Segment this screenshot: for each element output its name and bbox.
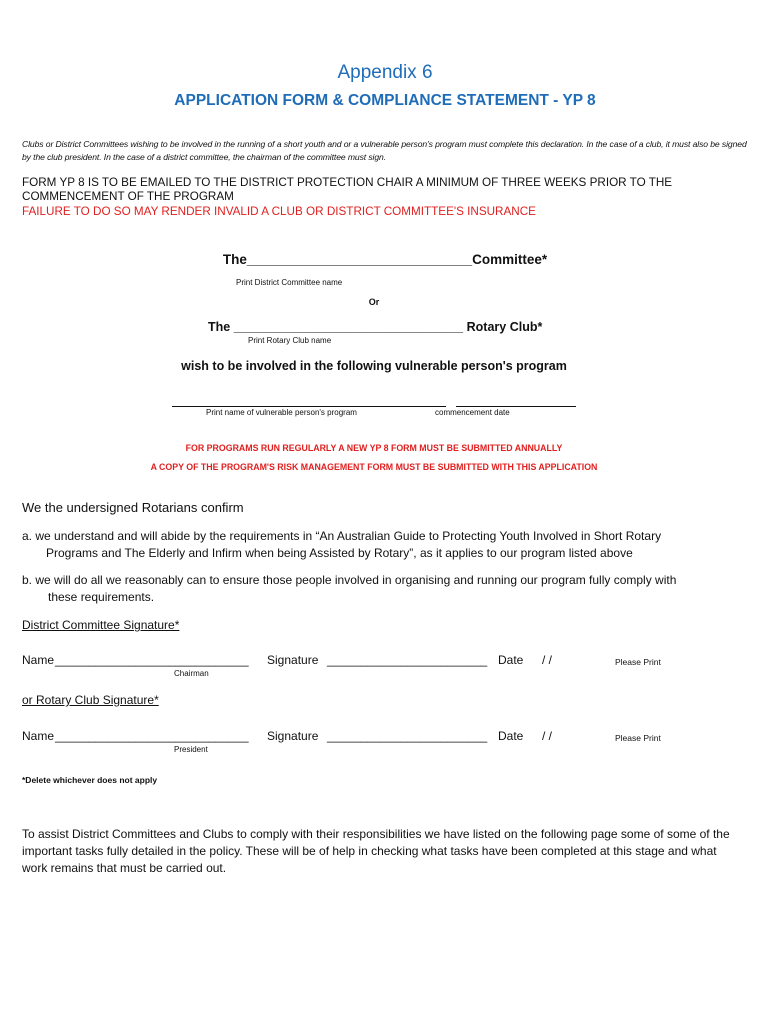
committee-line — [0, 252, 770, 267]
club-line — [208, 320, 542, 334]
list-item — [22, 528, 757, 562]
committee-name-field[interactable]: ______________________________ — [246, 252, 473, 267]
committee-prefix: The — [222, 252, 247, 267]
annual-notice: FOR PROGRAMS RUN REGULARLY A NEW YP 8 FORM MUST BE SUBMITTED ANNUALLY — [185, 443, 563, 453]
email-notice: FORM YP 8 IS TO BE EMAILED TO THE DISTRICT PROTECTION CHAIR A MINIMUM OF THREE WEEKS PRIOR TO THE COMMENCEMENT OF THE PROGRAM — [22, 176, 673, 203]
club-role-caption: President — [174, 745, 208, 754]
committee-caption: Print District Committee name — [236, 278, 343, 287]
district-signature-label: Signature — [267, 653, 319, 667]
club-date-label: Date — [498, 729, 524, 743]
committee-suffix: Committee* — [472, 252, 548, 267]
commencement-date-field[interactable] — [456, 396, 576, 407]
club-signature-label: Signature — [267, 729, 319, 743]
confirm-heading: We the undersigned Rotarians confirm — [22, 500, 244, 515]
or-label: Or — [368, 297, 380, 307]
intro-text: Clubs or District Committees wishing to be involved in the running of a short youth and or a vulnerable person's program must complete this declaration. In the case of a club, it must also be signed by the club president. In the case of a district committee, the chairman of the committee must sign. — [22, 139, 747, 162]
program-caption: Print name of vulnerable person's program — [206, 408, 357, 417]
list-item — [22, 572, 757, 606]
closing-paragraph: To assist District Committees and Clubs to comply with their responsibilities we have listed on the following page some of some of the important tasks fully detailed in the policy. These will be of help in checking what tasks have been completed at this stage and what work remains that must be carried out. — [22, 827, 730, 875]
club-signature-field[interactable]: ________________________ — [327, 729, 488, 743]
club-date-field[interactable]: / / — [542, 729, 553, 743]
risk-notice: A COPY OF THE PROGRAM'S RISK MANAGEMENT FORM MUST BE SUBMITTED WITH THIS APPLICATION — [150, 462, 598, 472]
item-text-continued: these requirements. — [48, 590, 155, 604]
club-name-label: Name — [22, 729, 55, 743]
program-name-field[interactable] — [172, 396, 446, 407]
district-name-field[interactable]: _____________________________ — [55, 653, 249, 667]
item-text: we understand and will abide by the requirements in “An Australian Guide to Protecting Youth Involved in Short Rotary — [35, 529, 662, 543]
item-marker: b. — [22, 573, 33, 587]
item-marker: a. — [22, 529, 33, 543]
insurance-warning: FAILURE TO DO SO MAY RENDER INVALID A CLUB OR DISTRICT COMMITTEE'S INSURANCE — [22, 205, 536, 218]
club-caption: Print Rotary Club name — [248, 336, 332, 345]
district-role-caption: Chairman — [174, 669, 209, 678]
district-date-field[interactable]: / / — [542, 653, 553, 667]
club-print-note: Please Print — [615, 733, 661, 743]
district-date-label: Date — [498, 653, 524, 667]
club-name-field[interactable]: _________________________________ — [233, 320, 464, 334]
form-subtitle: APPLICATION FORM & COMPLIANCE STATEMENT - YP 8 — [174, 92, 596, 109]
club-signature-heading: or Rotary Club Signature* — [22, 693, 159, 707]
district-signature-heading: District Committee Signature* — [22, 618, 180, 632]
club-prefix: The — [208, 320, 231, 334]
district-print-note: Please Print — [615, 657, 661, 667]
date-caption: commencement date — [435, 408, 510, 417]
wish-statement: wish to be involved in the following vulnerable person's program — [181, 359, 567, 373]
item-text: we will do all we reasonably can to ensure those people involved in organising and running our program fully comply with — [35, 573, 677, 587]
district-signature-field[interactable]: ________________________ — [327, 653, 488, 667]
delete-footnote: *Delete whichever does not apply — [22, 775, 158, 785]
district-name-label: Name — [22, 653, 55, 667]
item-text-continued: Programs and The Elderly and Infirm when being Assisted by Rotary”, as it applies to our program listed above — [46, 546, 633, 560]
club-name-field[interactable]: _____________________________ — [55, 729, 249, 743]
page-title: Appendix 6 — [337, 62, 433, 83]
club-suffix: Rotary Club* — [466, 320, 543, 334]
